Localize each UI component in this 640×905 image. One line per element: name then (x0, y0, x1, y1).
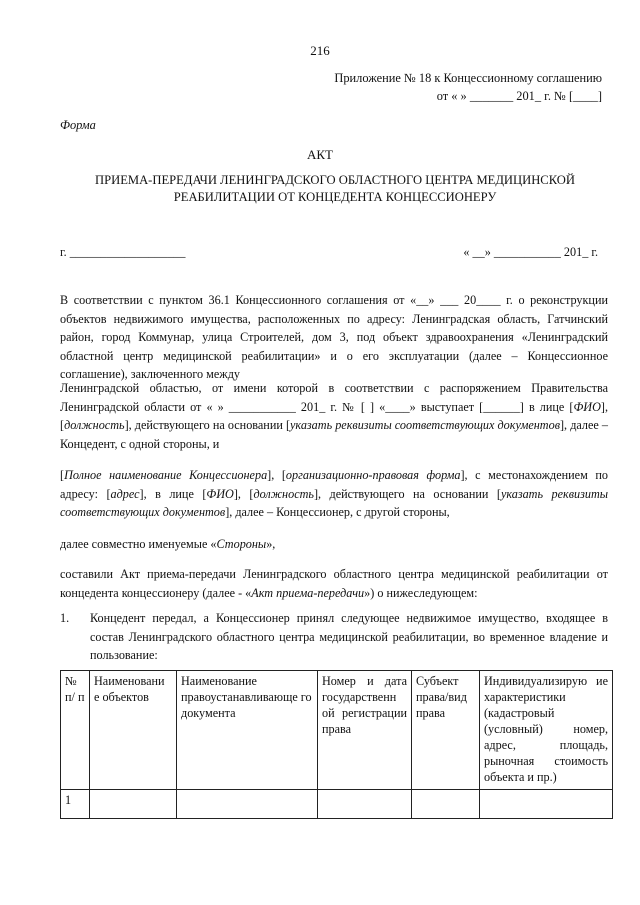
page-number: 216 (310, 43, 330, 58)
text-segment: ], [ (267, 468, 286, 482)
paragraph-parties (60, 535, 608, 554)
table-header-cell: Субъект права/вид права (412, 671, 480, 790)
table-header-cell: Наименовани е объектов (90, 671, 177, 790)
placeholder-fio: ФИО (573, 399, 601, 414)
act-subtitle: ПРИЕМА-ПЕРЕДАЧИ ЛЕНИНГРАДСКОГО ОБЛАСТНОГО ЦЕНТРА МЕДИЦИНСКОЙ РЕАБИЛИТАЦИИ ОТ КОНЦЕДЕНТА КОНЦЕССИОНЕРУ (95, 173, 575, 204)
appendix-line-2: от « » _______ 201_ г. № [____] (436, 89, 602, 103)
date-line: « __» ___________ 201_ г. (463, 245, 598, 259)
clause-text: Концедент передал, а Концессионер принял следующее недвижимое имущество, входящее в состав Ленинградского областного центра медицинской реабилитации, во временное владение и пользование: (90, 611, 608, 662)
placeholder-documents: указать реквизиты соответствующих документов (60, 486, 608, 519)
text-segment: Ленинградской областью, от имени которой в соответствии с распоряжением Правительства Ленинградской области от « » ___________ 201_ г. № [ ] «____» выступает [______] в лице [ (60, 381, 608, 414)
text-segment: ], действующего на основании [ (313, 486, 501, 501)
text-segment: далее совместно именуемые « (60, 537, 217, 551)
text-segment: ») о нижеследующем: (364, 585, 478, 600)
table-header-cell: Наименование правоустанавливающе го документа (177, 671, 318, 790)
text-segment: ], далее – Концессионер, с другой стороны, (225, 505, 450, 519)
appendix-reference (334, 69, 602, 105)
table-cell (177, 790, 318, 819)
text-segment: ], с местонахождением по адресу: [ (60, 468, 608, 501)
placeholder-documents: указать реквизиты соответствующих документов (290, 418, 560, 432)
text-segment: ], [ (233, 486, 254, 501)
placeholder-address: адрес (110, 486, 140, 501)
paragraph-grantor (60, 379, 608, 453)
placeholder-position: должность (253, 486, 314, 501)
parties-term: Стороны (216, 537, 267, 551)
clause-number: 1. (60, 611, 70, 625)
table-cell (480, 790, 613, 819)
table-header-cell: № п/ п (61, 671, 90, 790)
place-line: г. ___________________ (60, 245, 186, 259)
assets-table (60, 670, 613, 819)
text-segment: ], в лице [ (139, 486, 207, 501)
text-segment: ], далее – Концедент, с одной стороны, и (60, 418, 608, 451)
table-cell: 1 (61, 790, 90, 819)
placeholder-full-name: Полное наименование Концессионера (64, 468, 268, 482)
act-title: АКТ (307, 147, 333, 162)
paragraph-agreement-basis (60, 291, 608, 384)
placeholder-fio: ФИО (206, 486, 234, 501)
paragraph-compiled (60, 565, 608, 602)
act-term: Акт приема-передачи (251, 585, 365, 600)
table-header-cell: Индивидуализирую ие характеристики (кадастровый (условный) номер, адрес, площадь, рыночная стоимость объекта и пр.) (480, 671, 613, 790)
appendix-line-1: Приложение № 18 к Концессионному соглашению (334, 71, 602, 85)
text-segment: ], действующего на основании [ (124, 418, 291, 432)
paragraph-text: В соответствии с пунктом 36.1 Концессионного соглашения от «__» ___ 20____ г. о реконструкции объектов недвижимого имущества, расположенных по адресу: Ленинградская область, Гатчинский район, город Коммунар, улица Строителей, дом 3, под объект здравоохранения «Ленинградский областной центр медицинской реабилитации» и о его эксплуатации (далее – Концессионное соглашение), заключенного между (60, 293, 608, 381)
table-cell (90, 790, 177, 819)
text-segment: », (266, 537, 276, 551)
table-cell (412, 790, 480, 819)
text-segment: составили Акт приема-передачи Ленинградского областного центра медицинской реабилитации от концедента концессионеру (далее - « (60, 567, 608, 600)
placeholder-legal-form: организационно-правовая форма (285, 468, 461, 482)
table-header-cell: Номер и дата государственн ой регистрации права (318, 671, 412, 790)
table-header-row (61, 671, 613, 790)
placeholder-position: должность (64, 418, 125, 432)
text-segment: ], [ (60, 399, 608, 432)
clause-1 (60, 609, 608, 665)
text-segment: [ (60, 468, 65, 482)
table-row (61, 790, 613, 819)
paragraph-concessionaire (60, 466, 608, 522)
table-cell (318, 790, 412, 819)
form-label: Форма (60, 118, 96, 132)
